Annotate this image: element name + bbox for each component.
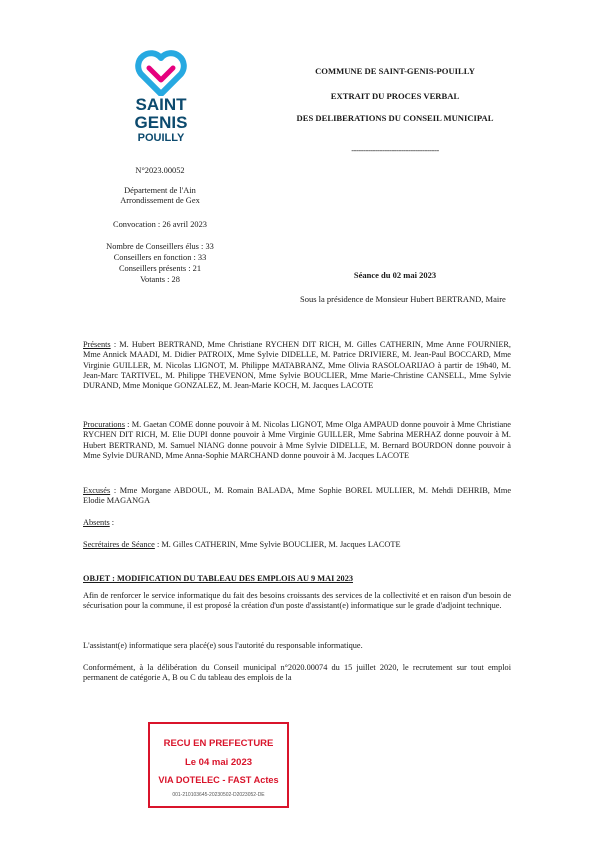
body-paragraph-3: Conformément, à la délibération du Conseil municipal n°2020.00074 du 15 juillet 2020, le recrutement sur tout emploi permanent de catégorie A, B ou C du tableau des emplois de la [83,663,511,683]
seance-date: Séance du 02 mai 2023 [353,270,437,280]
presents-label: Présents [83,340,111,349]
heart-logo-icon [135,50,187,96]
commune-title: COMMUNE DE SAINT-GENIS-POUILLY [315,66,475,76]
stamp-line-3: VIA DOTELEC - FAST Actes [158,775,279,785]
logo-saint: SAINT [135,95,187,114]
objet-title: OBJET : MODIFICATION DU TABLEAU DES EMPLOIS AU 9 MAI 2023 [83,574,353,583]
body-paragraph-1: Afin de renforcer le service informatique du fait des besoins croissants des services de la collectivité et en raison d'un besoin de sécurisation pour la commune, il est proposé la création d'un poste d'assistant(e) informatique sur le grade d'adjoint technique. [83,591,511,611]
presents-text: : M. Hubert BERTRAND, Mme Christiane RYCHEN DIT RICH, M. Gilles CATHERIN, Mme Anne FOURNIER, Mme Annick MAADI, M. Didier PATROIX, Mme Sylvie DIDELLE, M. Patrice DRIVIERE, M. Jean-Paul BOCCARD, Mme Virginie GUILLER, M. Nicolas LIGNOT, M. Philippe MATABRANZ, Mme Olivia RASOLOARIJAO à partir de 19h40, M. Jean-Marc TARTIVEL, M. Philippe THEVENON, Mme Sylvie BOUCLIER, Mme Marie-Christine CANSELL, Mme Sylvie DURAND, Mme Monique GONZALEZ, M. Jean-Marie KOCH, M. Jacques LACOTE [83,340,511,391]
absents-text: : [109,518,115,527]
secretaires-label: Secrétaires de Séance [83,540,155,549]
arrondissement: Arrondissement de Gex [120,196,200,205]
prefecture-stamp [148,722,289,808]
logo [121,50,201,150]
count-votants: Votants : 28 [140,275,180,284]
department: Département de l'Ain [124,186,196,195]
presents-paragraph [83,340,511,391]
body-paragraph-2: L'assistant(e) informatique sera placé(e) sous l'autorité du responsable informatique. [83,641,363,650]
stamp-line-2: Le 04 mai 2023 [184,757,253,768]
procurations-label: Procurations [83,420,125,429]
stamp-line-1: RECU EN PREFECTURE [163,738,274,749]
secretaires-text: : M. Gilles CATHERIN, Mme Sylvie BOUCLIER, M. Jacques LACOTE [154,540,401,549]
count-fonction: Conseillers en fonction : 33 [113,253,207,262]
absents-label: Absents [83,518,110,527]
count-elus: Nombre de Conseillers élus : 33 [106,242,214,251]
header-separator: ------------------------------------- [351,145,439,155]
absents-paragraph [83,518,511,528]
convocation: Convocation : 26 avril 2023 [113,220,207,229]
deliberations-title: DES DELIBERATIONS DU CONSEIL MUNICIPAL [296,113,494,123]
seance-presidence: Sous la présidence de Monsieur Hubert BERTRAND, Maire [300,294,506,304]
procurations-paragraph [83,420,511,461]
ref-number: N°2023.00052 [135,166,185,175]
procurations-text: : M. Gaetan COME donne pouvoir à M. Nicolas LIGNOT, Mme Olga AMPAUD donne pouvoir à Mme Christiane RYCHEN DIT RICH, M. Elie DUPI donne pouvoir à Mme Virginie GUILLER, Mme Sabrina MERHAZ donne pouvoir à M. Hubert BERTRAND, M. Samuel NIANG donne pouvoir à Mme Sylvie DIDELLE, M. Bernard BOURDON donne pouvoir à Mme Sylvie DURAND, Mme Anna-Sophie MARCHAND donne pouvoir à M. Jacques LACOTE [83,420,511,460]
count-presents: Conseillers présents : 21 [118,264,202,273]
excuses-paragraph [83,486,511,507]
extrait-title: EXTRAIT DU PROCES VERBAL [330,91,460,101]
excuses-text: : Mme Morgane ABDOUL, M. Romain BALADA, Mme Sophie BOREL MULLIER, M. Mehdi DEHRIB, Mme Elodie MAGANGA [83,486,511,506]
stamp-line-4: 001-210103645-20230502-D2023052-DE [172,792,265,798]
logo-genis: GENIS [134,113,188,132]
excuses-label: Excusés [83,486,111,495]
secretaires-paragraph [83,540,511,550]
logo-pouilly: POUILLY [137,132,185,144]
